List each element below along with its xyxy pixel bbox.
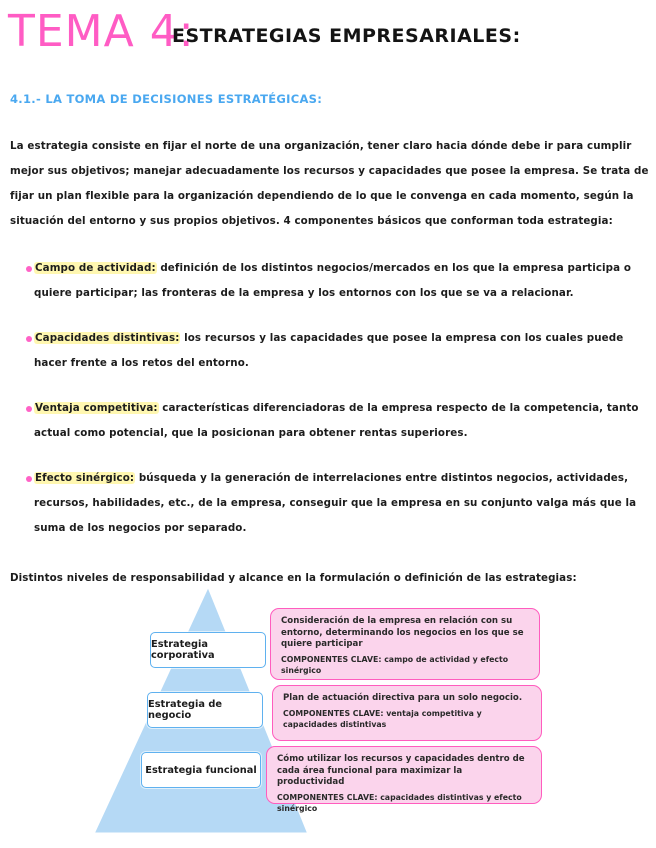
desc-funcional-box bbox=[266, 746, 542, 813]
page-title-subject: ESTRATEGIAS EMPRESARIALES: bbox=[172, 25, 521, 47]
desc-corporativa-box bbox=[270, 608, 540, 680]
level-funcional-box bbox=[141, 752, 261, 788]
bullet-term: Campo de actividad: bbox=[35, 262, 156, 274]
desc-text: Plan de actuación directiva para un solo negocio. bbox=[283, 693, 523, 703]
level-label: Estrategia corporativa bbox=[151, 639, 215, 661]
componentes-clave: COMPONENTES CLAVE: campo de actividad y efecto sinérgico bbox=[281, 654, 509, 675]
level-label: Estrategia de negocio bbox=[148, 699, 223, 721]
desc-negocio-box bbox=[272, 685, 542, 741]
page-title-tema: TEMA 4: bbox=[8, 6, 195, 57]
bullet-text: definición de los distintos negocios/mercados en los que la empresa participa o quiere participar; las fronteras de la empresa y los entornos con los que se va a relacionar. bbox=[34, 262, 632, 299]
level-negocio-box bbox=[147, 692, 263, 728]
intro-paragraph: La estrategia consiste en fijar el norte de una organización, tener claro hacia dónde debe ir para cumplir mejor sus objetivos; manejar adecuadamente los recursos y capacidades que posee la empresa. Se trata de fijar un plan flexible para la organización dependiendo de lo que le convenga en cada momento, según la situación del entorno y sus propios objetivos. 4 componentes básicos que conforman toda estrategia: bbox=[10, 140, 649, 227]
bullet-term: Efecto sinérgico: bbox=[35, 472, 135, 484]
bullet-text: características diferenciadoras de la empresa respecto de la competencia, tanto actual como potencial, que la posicionan para obtener rentas superiores. bbox=[34, 402, 639, 439]
bullet-text: búsqueda y la generación de interrelaciones entre distintos negocios, actividades, recursos, habilidades, etc., de la empresa, conseguir que la empresa en su conjunto valga más que la suma de los negocios por separado. bbox=[34, 472, 637, 534]
section-heading: 4.1.- LA TOMA DE DECISIONES ESTRATÉGICAS: bbox=[10, 92, 323, 106]
niveles-caption: Distintos niveles de responsabilidad y alcance en la formulación o definición de las estrategias: bbox=[10, 572, 577, 584]
desc-text: Consideración de la empresa en relación con su entorno, determinando los negocios en los que se quiere participar bbox=[281, 616, 524, 649]
componentes-clave: COMPONENTES CLAVE: capacidades distintivas y efecto sinérgico bbox=[277, 792, 522, 813]
componentes-clave: COMPONENTES CLAVE: ventaja competitiva y capacidades distintivas bbox=[283, 708, 482, 729]
bullet-text: los recursos y las capacidades que posee la empresa con los cuales puede hacer frente a los retos del entorno. bbox=[34, 332, 624, 369]
desc-text: Cómo utilizar los recursos y capacidades dentro de cada área funcional para maximizar la productividad bbox=[277, 754, 525, 787]
bullet-term: Capacidades distintivas: bbox=[35, 332, 180, 344]
level-corporativa-box bbox=[150, 632, 266, 668]
bullet-term: Ventaja competitiva: bbox=[35, 402, 158, 414]
level-label: Estrategia funcional bbox=[145, 764, 257, 776]
